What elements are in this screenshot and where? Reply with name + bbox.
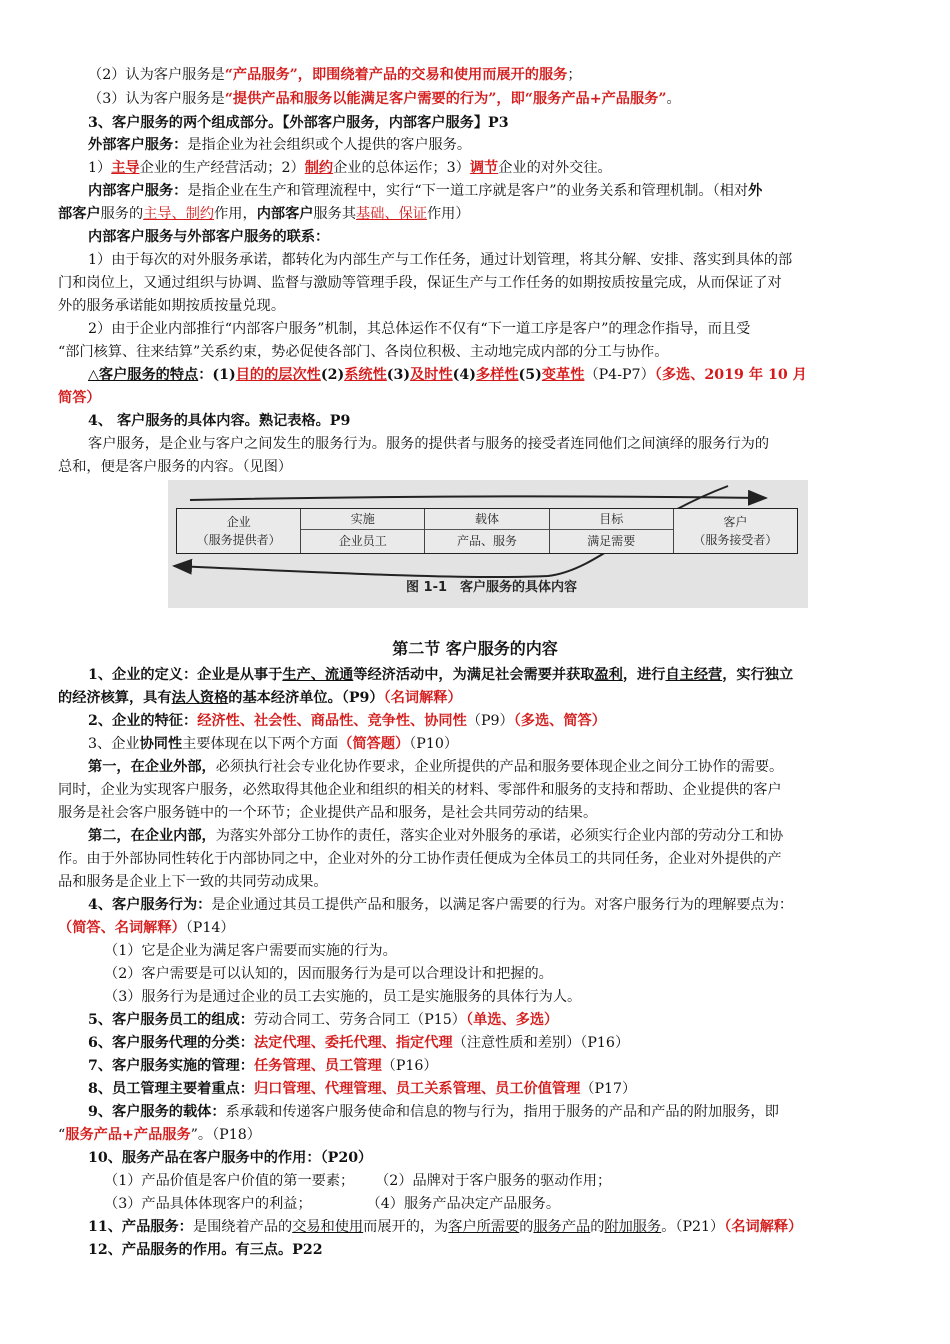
text-line: 4、客户服务行为：是企业通过其员工提供产品和服务，以满足客户需要的行为。对客户服务行为的理解要点为：	[88, 897, 794, 913]
text-line: 客户服务，是企业与客户之间发生的服务行为。服务的提供者与服务的接受者连同他们之间演绎的服务行为的	[88, 436, 770, 452]
text-line: “服务产品+产品服务”。（P18）	[58, 1127, 261, 1143]
text-line: 3、企业协同性主要体现在以下两个方面（简答题）（P10）	[88, 736, 459, 752]
text-line: 12、产品服务的作用。有三点。P22	[88, 1242, 323, 1258]
figure-cell-goal: 目标 满足需要	[550, 509, 674, 553]
text-line: 6、客户服务代理的分类：法定代理、委托代理、指定代理（注意性质和差别）（P16）	[88, 1035, 630, 1051]
text-line: （2）客户需要是可以认知的，因而服务行为是可以合理设计和把握的。	[104, 966, 553, 982]
figure-customer-service-content	[168, 480, 808, 608]
text-line: 1、企业的定义：企业是从事于生产、流通等经济活动中，为满足社会需要并获取盈利，进行自主经营，实行独立	[88, 667, 794, 683]
text-line: 2）由于企业内部推行“内部客户服务”机制，其总体运作不仅有“下一道工序是客户”的理念作指导，而且受	[88, 321, 751, 337]
section-point: 3、客户服务的两个组成部分。【外部客户服务，内部客户服务】P3	[88, 115, 509, 131]
text-line: 9、客户服务的载体：系承载和传递客户服务使命和信息的物与行为，指用于服务的产品和产品的附加服务，即	[88, 1104, 779, 1120]
text-line: （1）它是企业为满足客户需要而实施的行为。	[104, 943, 397, 959]
text-line: 内部客户服务：是指企业在生产和管理流程中，实行“下一道工序就是客户”的业务关系和管理机制。（相对外	[88, 183, 763, 199]
figure-table	[176, 508, 798, 554]
text-line: 总和，便是客户服务的内容。（见图）	[58, 459, 293, 475]
text-line: 1）主导企业的生产经营活动；2）制约企业的总体运作；3）调节企业的对外交往。	[88, 160, 612, 176]
text-line: 的经济核算，具有法人资格的基本经济单位。（P9）（名词解释）	[58, 690, 462, 706]
text-line: （简答、名词解释）（P14）	[58, 920, 235, 936]
section-point: 4、 客户服务的具体内容。熟记表格。P9	[88, 413, 351, 429]
text-line: 7、客户服务实施的管理：任务管理、员工管理（P16）	[88, 1058, 438, 1074]
text-line: 外的服务承诺能如期按质按量兑现。	[58, 298, 286, 314]
text-line: 1）由于每次的对外服务承诺，都转化为内部生产与工作任务，通过计划管理，将其分解、安排、落实到具体的部	[88, 252, 793, 268]
text-line: 第二，在企业内部，为落实外部分工协作的责任，落实企业对外服务的承诺，必须实行企业内部的劳动分工和协	[88, 828, 784, 844]
figure-caption: 图 1-1 客户服务的具体内容	[406, 580, 578, 595]
text-line: 2、企业的特征：经济性、社会性、商品性、竞争性、协同性（P9）（多选、简答）	[88, 713, 606, 729]
text-line: 作。由于外部协同性转化于内部协同之中，企业对外的分工协作责任便成为全体员工的共同任务，企业对外提供的产	[58, 851, 782, 867]
text-line: 同时，企业为实现客户服务，必然取得其他企业和组织的相关的材料、零部件和服务的支持和帮助、企业提供的客户	[58, 782, 782, 798]
text-line: 简答）	[58, 390, 101, 406]
text-line: 品和服务是企业上下一致的共同劳动成果。	[58, 874, 328, 890]
text-line: 8、员工管理主要着重点：归口管理、代理管理、员工关系管理、员工价值管理（P17）	[88, 1081, 637, 1097]
figure-cell-carrier: 载体 产品、服务	[425, 509, 549, 553]
text-line: （3）产品具体体现客户的利益； （4）服务产品决定产品服务。	[104, 1196, 561, 1212]
section-heading: 第二节 客户服务的内容	[392, 639, 558, 658]
text-line: 部客户服务的主导、制约作用，内部客户服务其基础、保证作用）	[58, 206, 470, 222]
top-arrow	[190, 496, 766, 500]
text-line: （2）认为客户服务是“产品服务”，即围绕着产品的交易和使用而展开的服务；	[88, 67, 582, 83]
figure-cell-customer: 客户 （服务接受者）	[693, 515, 778, 547]
text-line: “部门核算、往来结算”关系约束，势必促使各部门、各岗位积极、主动地完成内部的分工与协作。	[58, 344, 669, 360]
text-line: 服务是社会客户服务链中的一个环节；企业提供产品和服务，是社会共同劳动的结果。	[58, 805, 598, 821]
text-line: △客户服务的特点：(1)目的的层次性(2)系统性(3)及时性(4)多样性(5)变革性（P4-P7）（多选、2019 年 10 月	[88, 367, 807, 383]
text-line: （1）产品价值是客户价值的第一要素； （2）品牌对于客户服务的驱动作用；	[104, 1173, 612, 1189]
text-line: 门和岗位上，又通过组织与协调、监督与激励等管理手段，保证生产与工作任务的如期按质按量完成，从而保证了对	[58, 275, 782, 291]
figure-cell-enterprise: 企业 （服务提供者）	[177, 509, 301, 553]
text-line: （3）认为客户服务是“提供产品和服务以能满足客户需要的行为”，即“服务产品+产品服务”。	[88, 91, 681, 107]
text-line: 内部客户服务与外部客户服务的联系：	[88, 229, 330, 245]
text-line: 外部客户服务：是指企业为社会组织或个人提供的客户服务。	[88, 137, 472, 153]
text-line: 10、服务产品在客户服务中的作用：（P20）	[88, 1150, 373, 1166]
text-line: 11、产品服务：是围绕着产品的交易和使用而展开的，为客户所需要的服务产品的附加服务。（P21）（名词解释）	[88, 1219, 803, 1235]
text-line: 第一，在企业外部，必须执行社会专业化协作要求，企业所提供的产品和服务要体现企业之间分工协作的需要。	[88, 759, 784, 775]
text-line: （3）服务行为是通过企业的员工去实施的，员工是实施服务的具体行为人。	[104, 989, 582, 1005]
text-line: 5、客户服务员工的组成：劳动合同工、劳务合同工（P15）（单选、多选）	[88, 1012, 559, 1028]
figure-cell-implementation: 实施 企业员工	[301, 509, 425, 553]
